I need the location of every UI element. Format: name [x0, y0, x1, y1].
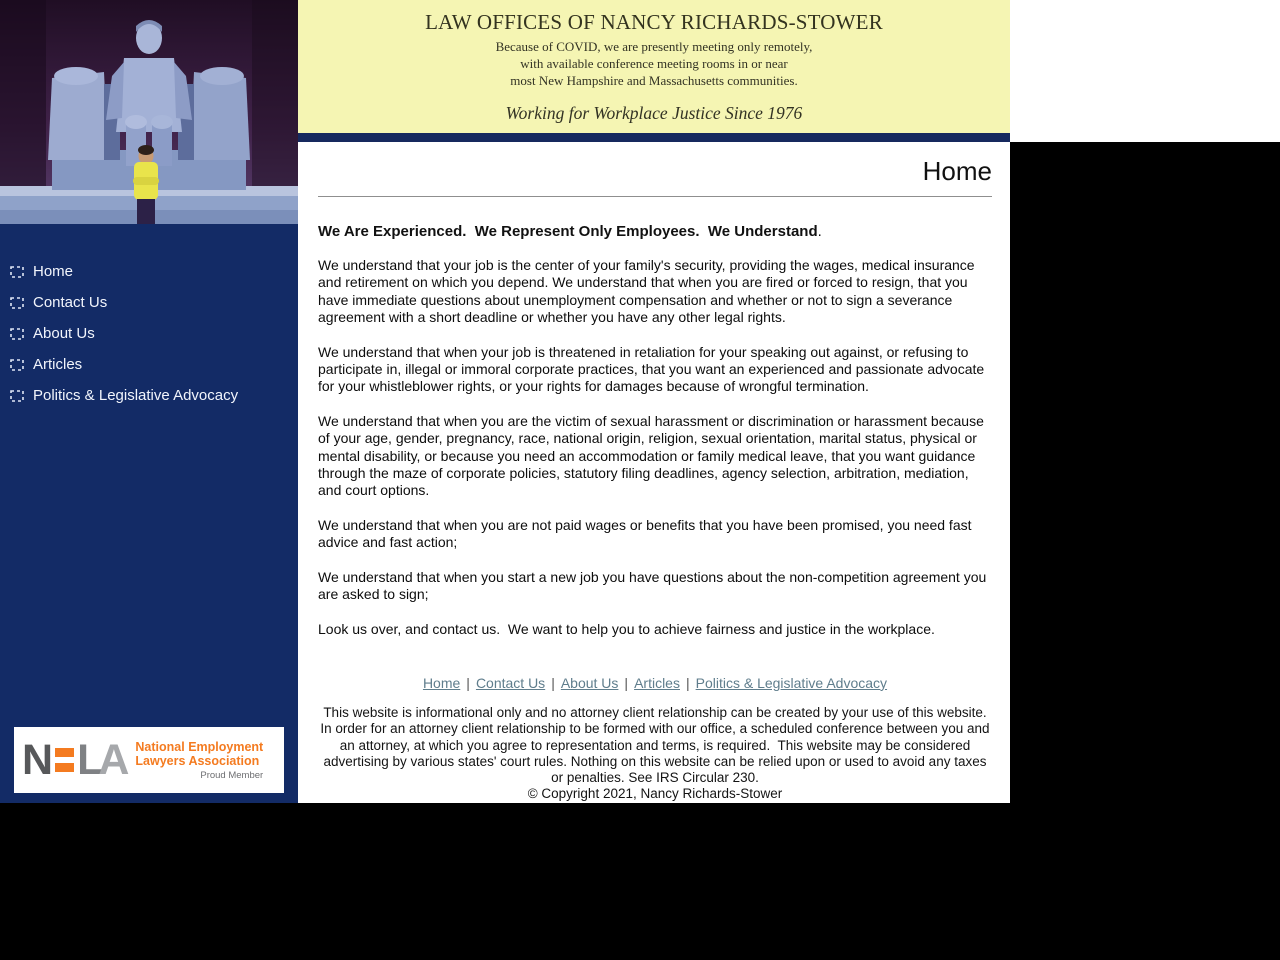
- footer-link-politics-legislative-advocacy[interactable]: Politics & Legislative Advocacy: [695, 674, 888, 691]
- footer-link-home[interactable]: Home: [422, 674, 461, 691]
- intro-bold-text: We Are Experienced. We Represent Only Employees. We Understand: [318, 223, 818, 240]
- nela-logo: [22, 735, 128, 784]
- footer-link-contact-us[interactable]: Contact Us: [475, 674, 546, 691]
- sidebar-item-label: About Us: [33, 325, 95, 342]
- covid-notice-line3: most New Hampshire and Massachusetts communities.: [510, 73, 798, 88]
- sidebar-item-label: Articles: [33, 356, 83, 373]
- footer-separator: |: [466, 674, 470, 691]
- covid-notice-line1: Because of COVID, we are presently meeting only remotely,: [495, 39, 813, 54]
- sidebar-item-label: Contact Us: [33, 294, 108, 311]
- sidebar: [0, 224, 298, 803]
- covid-notice: [298, 38, 1010, 89]
- header-divider-bar: [298, 133, 1010, 142]
- broken-image-icon: [10, 328, 24, 340]
- broken-image-icon: [10, 359, 24, 371]
- main-content: [298, 142, 1010, 803]
- sidebar-item-home[interactable]: [0, 256, 298, 287]
- footer-separator: |: [624, 674, 629, 691]
- site-tagline: Working for Workplace Justice Since 1976: [505, 103, 803, 123]
- nela-org-line1: National Employment: [135, 739, 264, 754]
- broken-image-icon: [10, 390, 24, 402]
- nela-letter-n: N: [22, 735, 52, 784]
- sidebar-nav: [0, 224, 298, 411]
- sidebar-item-politics-legislative-advocacy[interactable]: [0, 380, 298, 411]
- nela-member-label: Proud Member: [200, 769, 264, 781]
- sidebar-item-label: Home: [33, 263, 74, 280]
- disclaimer-text: This website is informational only and no attorney client relationship can be created by your use of this website. In order for an attorney client relationship to be formed with our office, a scheduled conference between you and an attorney, at which you agree to representation and terms, is required. This website may be considered advertising by various states' court rules. Nothing on this website can be relied upon or used to avoid any taxes or penalties. See IRS Circular 230.: [320, 704, 995, 786]
- copyright-text: © Copyright 2021, Nancy Richards-Stower: [527, 786, 783, 802]
- sidebar-item-label: Politics & Legislative Advocacy: [33, 387, 239, 404]
- broken-image-icon: [10, 266, 24, 278]
- sidebar-item-contact-us[interactable]: [0, 287, 298, 318]
- footer-link-about-us[interactable]: About Us: [560, 674, 619, 691]
- covid-notice-line2: with available conference meeting rooms in or near: [520, 56, 788, 71]
- nela-letter-l: L: [77, 735, 102, 784]
- lincoln-memorial-photo: [0, 0, 298, 224]
- site-title: LAW OFFICES OF NANCY RICHARDS-STOWER: [425, 10, 883, 34]
- title-divider: [318, 196, 992, 197]
- nela-org-name: [135, 740, 263, 781]
- body-paragraph: We understand that when you start a new job you have questions about the non-competition agreement you are asked to sign;: [318, 568, 991, 603]
- footer-nav: [318, 675, 992, 691]
- footer-separator: |: [551, 674, 555, 691]
- sidebar-item-about-us[interactable]: [0, 318, 298, 349]
- footer-link-articles[interactable]: Articles: [634, 674, 680, 691]
- nela-letter-a: A: [98, 735, 128, 784]
- body-paragraph: We understand that your job is the center of your family's security, providing the wages, medical insurance and retirement on which you depend. We understand that when you are fired or forced to resign, that you have immediate questions about unemployment compensation and whether or not to sign a severance agreement with a short deadline or whether you have any other legal rights.: [318, 257, 979, 326]
- body-paragraph: We understand that when your job is threatened in retaliation for your speaking out against, or refusing to participate in, illegal or immoral corporate practices, that you want an experienced and passionate advocate for your whistleblower rights, or your rights for damages because of wrongful termination.: [318, 343, 989, 395]
- broken-image-icon: [10, 297, 24, 309]
- nela-org-line2: Lawyers Association: [135, 753, 260, 768]
- intro-period: .: [817, 223, 822, 240]
- site-header: [298, 0, 1010, 133]
- page-title: Home: [922, 156, 992, 186]
- sidebar-item-articles[interactable]: [0, 349, 298, 380]
- body-paragraph: We understand that when you are the victim of sexual harassment or discrimination or harassment because of your age, gender, pregnancy, race, national origin, religion, sexual orientation, marital status, physical or mental disability, or because you need an accommodation or family medical leave, that you want guidance through the maze of corporate policies, statutory filing deadlines, agency selection, arbitration, mediation, and court options.: [318, 412, 988, 499]
- nela-letter-e: [55, 742, 74, 778]
- nela-membership-badge[interactable]: [14, 727, 284, 793]
- footer-separator: |: [685, 674, 690, 691]
- body-paragraph: We understand that when you are not paid wages or benefits that you have been promised, you need fast advice and fast action;: [318, 516, 976, 551]
- header-right-whitespace: [1010, 0, 1280, 142]
- intro-statement: [318, 223, 992, 240]
- body-paragraph: Look us over, and contact us. We want to help you to achieve fairness and justice in the workplace.: [318, 620, 935, 637]
- lincoln-memorial-illustration: [0, 0, 298, 224]
